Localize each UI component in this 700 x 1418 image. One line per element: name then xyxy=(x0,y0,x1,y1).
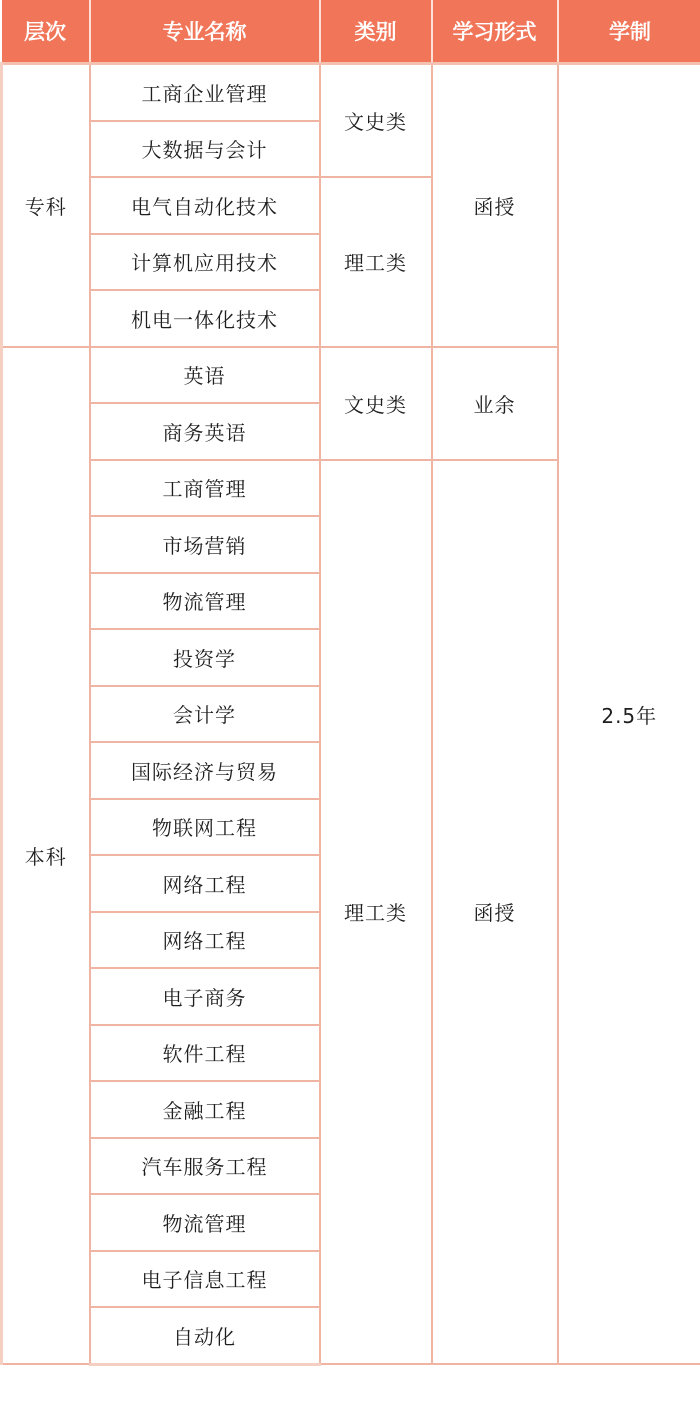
category-cell: 理工类 xyxy=(320,460,432,1365)
major-cell: 国际经济与贸易 xyxy=(90,742,320,799)
study-form-cell: 业余 xyxy=(432,347,558,460)
duration-cell: 2.5年 xyxy=(558,64,700,1365)
category-cell: 文史类 xyxy=(320,64,432,178)
major-cell: 物联网工程 xyxy=(90,799,320,856)
major-cell: 工商管理 xyxy=(90,460,320,517)
major-cell: 软件工程 xyxy=(90,1025,320,1082)
study-form-cell: 函授 xyxy=(432,460,558,1365)
major-cell: 网络工程 xyxy=(90,912,320,969)
category-cell: 理工类 xyxy=(320,177,432,347)
major-cell: 会计学 xyxy=(90,686,320,743)
major-cell: 电子信息工程 xyxy=(90,1251,320,1308)
header-level: 层次 xyxy=(2,0,90,64)
header-category: 类别 xyxy=(320,0,432,64)
major-cell: 市场营销 xyxy=(90,516,320,573)
major-cell: 自动化 xyxy=(90,1307,320,1364)
major-cell: 英语 xyxy=(90,347,320,404)
header-major: 专业名称 xyxy=(90,0,320,64)
major-cell: 电气自动化技术 xyxy=(90,177,320,234)
study-form-cell: 函授 xyxy=(432,64,558,347)
major-cell: 汽车服务工程 xyxy=(90,1138,320,1195)
major-cell: 计算机应用技术 xyxy=(90,234,320,291)
level-cell-benke: 本科 xyxy=(2,347,90,1365)
major-cell: 电子商务 xyxy=(90,968,320,1025)
header-study-form: 学习形式 xyxy=(432,0,558,64)
major-cell: 投资学 xyxy=(90,629,320,686)
major-cell: 物流管理 xyxy=(90,1194,320,1251)
major-cell: 机电一体化技术 xyxy=(90,290,320,347)
table-row xyxy=(2,64,700,121)
header-duration: 学制 xyxy=(558,0,700,64)
major-cell: 商务英语 xyxy=(90,403,320,460)
major-cell: 金融工程 xyxy=(90,1081,320,1138)
major-cell: 网络工程 xyxy=(90,855,320,912)
major-cell: 物流管理 xyxy=(90,573,320,630)
category-cell: 文史类 xyxy=(320,347,432,460)
major-cell: 工商企业管理 xyxy=(90,64,320,121)
major-cell: 大数据与会计 xyxy=(90,121,320,178)
header-row xyxy=(2,0,700,64)
level-cell-zhuanke: 专科 xyxy=(2,64,90,347)
